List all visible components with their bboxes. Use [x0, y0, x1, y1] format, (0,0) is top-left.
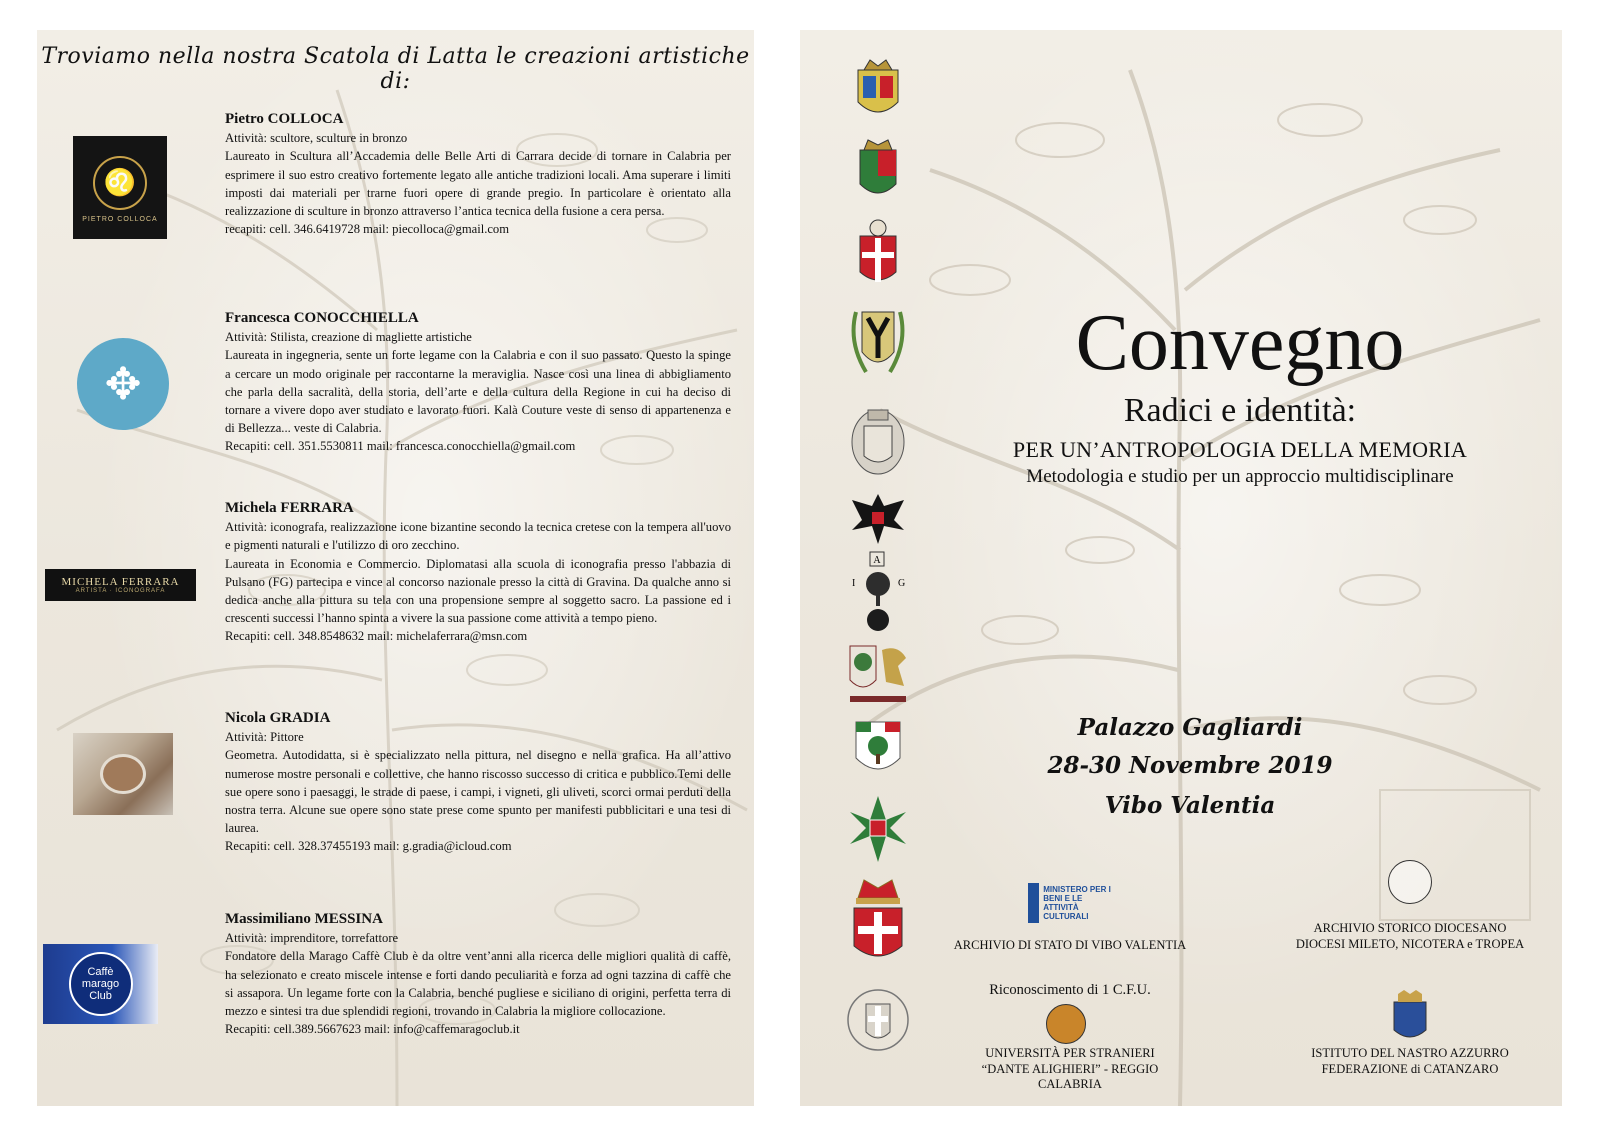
ministry-logo: [1028, 880, 1116, 926]
artist-description: Laureata in ingegneria, sente un forte legame con la Calabria e con il suo passato. Questo la spinge a cercare un modo originale per raccontarne la meraviglia. Nasce così una linea di abbigliamento che parla della sacralità, della storia, dell’arte e della cultura della Regione in cui ha deciso di tornare a vivere dopo aver studiato e lavorato fuori. Kalà Couture veste di senso di appartenenza e di Bellezza... veste di Calabria.: [225, 348, 731, 436]
cfu-recognition: Riconoscimento di 1 C.F.U.: [989, 982, 1151, 998]
svg-text:A: A: [873, 555, 881, 566]
marago-logo-text: Caffè marago Club: [69, 952, 133, 1016]
archivio-diocesano-sub: DIOCESI MILETO, NICOTERA e TROPEA: [1295, 937, 1525, 951]
ferrara-logo-text: MICHELA FERRARA: [61, 576, 180, 588]
subtitle-method: Metodologia e studio per un approccio multidisciplinare: [1026, 466, 1454, 487]
artist-name: Massimiliano MESSINA: [225, 911, 383, 927]
istituto-federation: FEDERAZIONE di CATANZARO: [1321, 1062, 1499, 1076]
eagle-icon: [846, 486, 910, 550]
event-city: Vibo Valentia: [1104, 792, 1276, 819]
university-name: UNIVERSITÀ PER STRANIERI: [985, 1046, 1155, 1060]
coat-of-arms-icon: [846, 136, 910, 206]
cross-emblem-icon: [846, 792, 910, 866]
artist-entry: [225, 709, 731, 856]
svg-text:G: G: [898, 578, 906, 589]
artist-contacts: Recapiti: cell. 348.8548632 mail: michelaferrara@msn.com: [225, 629, 528, 644]
venue-name: Palazzo Gagliardi: [1077, 714, 1303, 741]
artist-entry: [225, 309, 731, 456]
ministry-logo-text: MINISTERO PER I BENI E LE ATTIVITÀ CULTURALI: [1043, 885, 1111, 921]
artist-activity: Attività: Pittore: [225, 730, 304, 745]
nastro-azzurro-emblem-icon: [1388, 990, 1432, 1046]
artist-contacts: Recapiti: cell. 328.37455193 mail: g.gradia@icloud.com: [225, 839, 512, 854]
artist-activity: Attività: iconografa, realizzazione icone bizantine secondo la tecnica cretese con la tempera all'uovo e pigmenti naturali e l'utilizzo di oro zecchino.: [225, 520, 731, 553]
artist-name: Francesca CONOCCHIELLA: [225, 310, 419, 326]
marago-caffe-logo: [43, 944, 158, 1024]
artist-name: Nicola GRADIA: [225, 710, 331, 726]
artist-description: Geometra. Autodidatta, si è specializzato nella pittura, nel disegno e nella grafica. Ha all’attivo numerose mostre personali e collettive, che hanno riscosso successo di critica e pubblico.Temi delle sue opere sono i paesaggi, le strade di paese, i campi, i vigneti, gli uliveti, scorci ormai perduti della nostra terra. Alcune sue opere sono state prese come spunto per manifesti pubblicitari e una tesi di laurea.: [225, 748, 731, 836]
artist-entry: [225, 910, 731, 1038]
artist-name: Michela FERRARA: [225, 500, 354, 516]
coat-of-arms-icon: [846, 302, 910, 386]
artist-contacts: Recapiti: cell. 351.5530811 mail: francesca.conocchiella@gmail.com: [225, 439, 576, 454]
left-page: [37, 30, 754, 1106]
tree-globe-emblem-icon: [846, 550, 910, 634]
artist-name: Pietro COLLOCA: [225, 111, 344, 127]
archivio-stato: ARCHIVIO DI STATO DI VIBO VALENTIA: [953, 938, 1187, 952]
savoy-crown-shield-icon: [846, 870, 910, 966]
artist-activity: Attività: Stilista, creazione di magliette artistiche: [225, 330, 472, 345]
artist-description: Laureata in Economia e Commercio. Diplomatasi alla scuola di iconografia presso l'abbazia di Pulsano (FG) partecipa e vince al concorso nazionale presso la città di Gravina. Da qualche anno si dedica anche alla pittura su tela con una propensione sempre al soggetto sacro. La passione ed i crescenti successi l’hanno spinta a vivere la sua passione come attività a tempo pieno.: [225, 556, 731, 626]
left-header: Troviamo nella nostra Scatola di Latta le creazioni artistiche di:: [41, 44, 750, 94]
university-location: “DANTE ALIGHIERI” - REGGIO CALABRIA: [981, 1062, 1159, 1091]
artist-entry: [225, 110, 731, 238]
subtitle-caps: PER UN’ANTROPOLOGIA DELLA MEMORIA: [1012, 437, 1468, 462]
artist-activity: Attività: imprenditore, torrefattore: [225, 931, 399, 946]
coat-of-arms-icon: [846, 398, 910, 482]
coat-of-arms-icon: [846, 56, 910, 126]
triquetra-icon: ✥: [104, 359, 142, 409]
event-dates: 28-30 Novembre 2019: [1047, 752, 1333, 779]
gradia-photo: [73, 733, 173, 815]
page-title: Convegno: [1075, 299, 1405, 387]
artist-contacts: recapiti: cell. 346.6419728 mail: piecolloca@gmail.com: [225, 222, 510, 237]
colloca-logo: [73, 136, 167, 239]
diocesan-archive-emblem-icon: [1388, 860, 1432, 904]
ferrara-logo-subtext: ARTISTA · ICONOGRAFA: [75, 588, 166, 594]
coat-of-arms-icon: [846, 716, 910, 782]
artist-description: Laureato in Scultura all’Accademia delle Belle Arti di Carrara decide di tornare in Calabria per esprimere il suo estro creativo fortemente legato alle antiche tradizioni locali. Ama superare i limiti imposti dai materiali per trarne fuori opere di grande pregio. In particolare è orientato alla realizzazione di sculture in bronzo attraverso l’antica tecnica della fusione a cera persa.: [225, 149, 731, 219]
ferrara-logo: [45, 569, 196, 601]
artist-activity: Attività: scultore, sculture in bronzo: [225, 131, 408, 146]
lion-icon: ♌: [93, 156, 147, 210]
dynastic-orders-emblem-icon: [846, 974, 910, 1064]
right-page: [800, 30, 1562, 1106]
svg-text:I: I: [852, 578, 856, 589]
dante-portrait-icon: [1046, 1004, 1086, 1044]
archivio-diocesano-title: ARCHIVIO STORICO DIOCESANO: [1313, 921, 1507, 935]
kala-couture-logo: [77, 338, 169, 430]
artist-entry: [225, 499, 731, 646]
portrait-icon: [100, 754, 146, 794]
colloca-logo-text: PIETRO COLLOCA: [82, 216, 158, 223]
griffin-emblem-icon: [846, 636, 910, 708]
subtitle: Radici e identità:: [1123, 392, 1357, 429]
mibac-icon: [1028, 883, 1039, 923]
artist-contacts: Recapiti: cell.389.5667623 mail: info@caffemaragoclub.it: [225, 1022, 520, 1037]
istituto-name: ISTITUTO DEL NASTRO AZZURRO: [1311, 1046, 1509, 1060]
artist-description: Fondatore della Marago Caffè Club è da oltre vent’anni alla ricerca delle migliori qualità di caffè, ha selezionato e creato miscele intense e forti dando peculiarità e forza ad ogni tazzina di caffè che si assapora. Un legame forte con la Calabria, benché pugliese e siciliano di origini, perfetta terra di mezzo e sintesi tra due splendidi regioni, trovando in Calabria la migliore collocazione.: [225, 949, 731, 1019]
coat-of-arms-icon: [846, 216, 910, 296]
